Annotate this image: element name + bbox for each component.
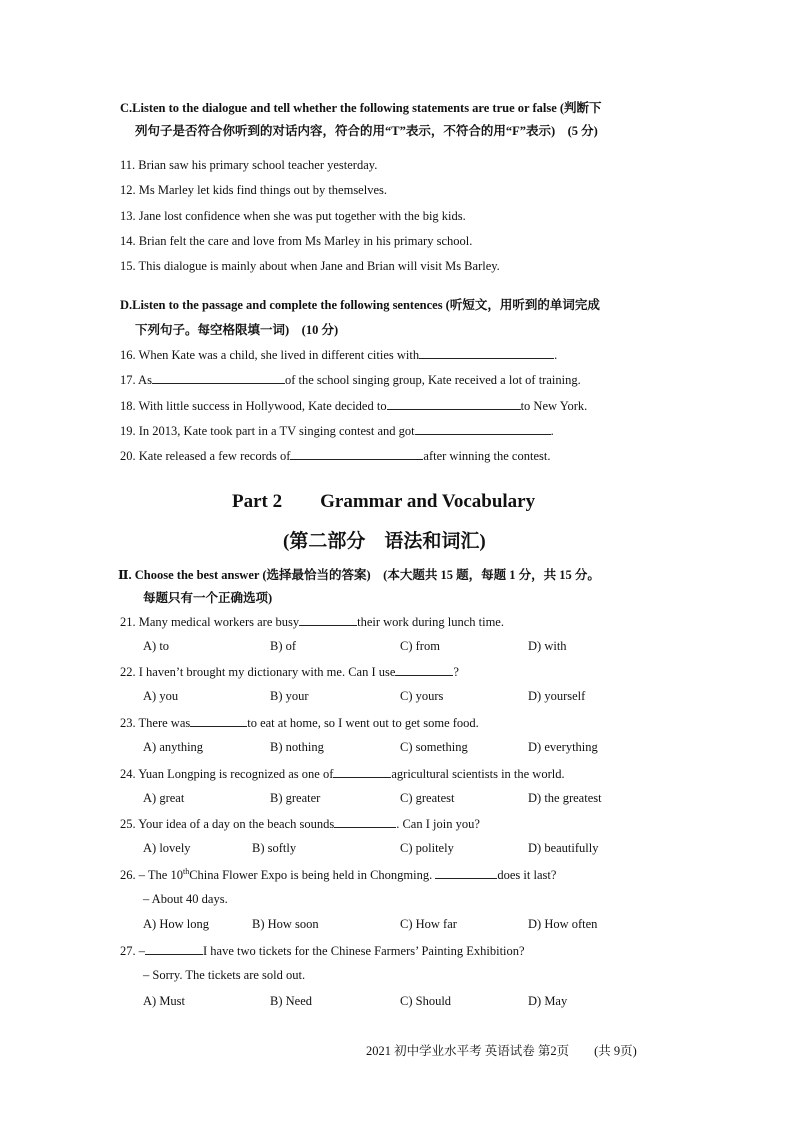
question-27 [120, 943, 525, 959]
q25-text: 25. Your idea of a day on the beach sounds [120, 817, 335, 831]
q22-text-end: ? [453, 665, 459, 679]
q24-option-c[interactable]: C) greatest [400, 791, 455, 805]
question-19 [120, 423, 554, 439]
q26-option-a[interactable]: A) How long [143, 917, 209, 931]
q21-blank[interactable] [299, 614, 357, 626]
section-c-title: C.Listen to the dialogue and tell whether the following statements are true or false (判断下 [120, 101, 602, 115]
q18-blank[interactable] [387, 398, 521, 410]
q16-text: 16. When Kate was a child, she lived in different cities with [120, 348, 420, 362]
q22-text: 22. I haven’t brought my dictionary with me. Can I use [120, 665, 396, 679]
q19-text-end: . [550, 424, 554, 438]
question-24 [120, 766, 565, 782]
q16-blank[interactable] [419, 347, 554, 359]
q26-option-b[interactable]: B) How soon [252, 917, 319, 931]
q21-option-b[interactable]: B) of [270, 639, 297, 653]
q24-option-a[interactable]: A) great [143, 791, 185, 805]
q20-blank[interactable] [290, 448, 423, 460]
question-18 [120, 398, 587, 414]
q17-text: 17. As [120, 373, 152, 387]
question-23 [120, 715, 479, 731]
section-d-title: D.Listen to the passage and complete the following sentences (听短文，用听到的单词完成 [120, 298, 600, 312]
q23-text-end: to eat at home, so I went out to get some food. [247, 716, 479, 730]
q26-superscript: th [182, 867, 190, 876]
q22-option-a[interactable]: A) you [143, 689, 179, 703]
q26-text-end: does it last? [497, 868, 557, 883]
part-2-subtitle: (第二部分 语法和词汇) [283, 531, 486, 552]
q22-option-c[interactable]: C) yours [400, 689, 444, 703]
q17-text-end: of the school singing group, Kate received a lot of training. [284, 373, 581, 387]
q20-text: 20. Kate released a few records of [120, 449, 291, 463]
q27-text-end: I have two tickets for the Chinese Farmers’ Painting Exhibition? [203, 944, 525, 958]
question-20 [120, 448, 550, 464]
section-ii-title-cont: 每题只有一个正确选项) [143, 591, 273, 605]
q21-option-d[interactable]: D) with [528, 639, 567, 653]
question-14: 14. Brian felt the care and love from Ms Marley in his primary school. [120, 234, 473, 248]
q26-text-mid: China Flower Expo is being held in Chongming. [189, 868, 433, 883]
q20-text-end: after winning the contest. [423, 449, 551, 463]
q26-option-c[interactable]: C) How far [400, 917, 457, 931]
q26-text: 26. – The 10 [120, 868, 183, 883]
q21-text-end: their work during lunch time. [357, 615, 504, 629]
q27-option-d[interactable]: D) May [528, 994, 568, 1008]
q17-blank[interactable] [152, 372, 285, 384]
q22-option-b[interactable]: B) your [270, 689, 309, 703]
q25-option-d[interactable]: D) beautifully [528, 841, 599, 855]
q21-text: 21. Many medical workers are busy [120, 615, 300, 629]
section-ii-title: Ⅱ. Choose the best answer (选择最恰当的答案) (本大题共 15 题，每题 1 分，共 15 分。 [118, 568, 600, 582]
q24-text: 24. Yuan Longping is recognized as one of [120, 767, 334, 781]
question-26 [120, 867, 556, 883]
part-2-title: Part 2 Grammar and Vocabulary [232, 491, 536, 512]
section-d-title-cont: 下列句子。每空格限填一词) (10 分) [135, 323, 339, 337]
question-16 [120, 347, 557, 363]
page-footer: 2021 初中学业水平考 英语试卷 第2页 (共 9页) [366, 1044, 637, 1058]
q23-option-d[interactable]: D) everything [528, 740, 598, 754]
section-c-title-cont: 列句子是否符合你听到的对话内容，符合的用“T”表示，不符合的用“F”表示) (5 分) [135, 124, 598, 138]
q19-blank[interactable] [415, 423, 551, 435]
q21-option-c[interactable]: C) from [400, 639, 440, 653]
q18-text: 18. With little success in Hollywood, Kate decided to [120, 399, 387, 413]
q24-option-d[interactable]: D) the greatest [528, 791, 602, 805]
q19-text: 19. In 2013, Kate took part in a TV singing contest and got [120, 424, 415, 438]
q23-option-c[interactable]: C) something [400, 740, 468, 754]
q26-option-d[interactable]: D) How often [528, 917, 598, 931]
q27-option-c[interactable]: C) Should [400, 994, 452, 1008]
question-22 [120, 664, 459, 680]
q27-blank[interactable] [145, 943, 203, 955]
q24-option-b[interactable]: B) greater [270, 791, 321, 805]
q24-blank[interactable] [333, 766, 391, 778]
q26-reply: – About 40 days. [143, 892, 228, 906]
question-25 [120, 816, 480, 832]
q22-option-d[interactable]: D) yourself [528, 689, 586, 703]
q23-blank[interactable] [190, 715, 247, 727]
q25-text-end: . Can I join you? [396, 817, 480, 831]
q27-option-b[interactable]: B) Need [270, 994, 312, 1008]
q25-option-c[interactable]: C) politely [400, 841, 454, 855]
q25-option-a[interactable]: A) lovely [143, 841, 191, 855]
q26-blank[interactable] [435, 867, 497, 879]
q25-blank[interactable] [334, 816, 396, 828]
q27-reply: – Sorry. The tickets are sold out. [143, 968, 306, 982]
question-12: 12. Ms Marley let kids find things out by themselves. [120, 183, 387, 197]
q18-text-end: to New York. [520, 399, 588, 413]
q27-text: 27. – [120, 944, 145, 958]
q25-option-b[interactable]: B) softly [252, 841, 297, 855]
question-15: 15. This dialogue is mainly about when Jane and Brian will visit Ms Barley. [120, 259, 500, 273]
q21-option-a[interactable]: A) to [143, 639, 170, 653]
q16-text-end: . [554, 348, 558, 362]
q23-option-a[interactable]: A) anything [143, 740, 204, 754]
q22-blank[interactable] [395, 664, 453, 676]
q24-text-end: agricultural scientists in the world. [391, 767, 565, 781]
question-11: 11. Brian saw his primary school teacher yesterday. [120, 158, 378, 172]
question-17 [120, 372, 581, 388]
q23-option-b[interactable]: B) nothing [270, 740, 324, 754]
q27-option-a[interactable]: A) Must [143, 994, 186, 1008]
question-13: 13. Jane lost confidence when she was put together with the big kids. [120, 209, 466, 223]
question-21 [120, 614, 504, 630]
q23-text: 23. There was [120, 716, 191, 730]
